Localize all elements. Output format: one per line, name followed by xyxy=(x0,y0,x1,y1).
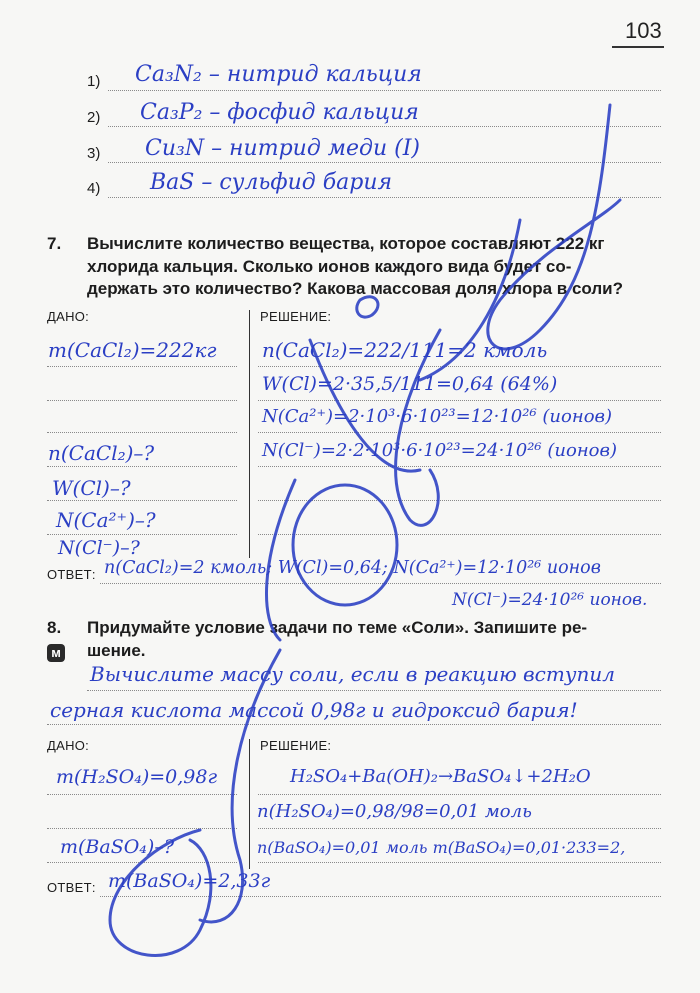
task-8-solution-label: РЕШЕНИЕ: xyxy=(260,738,332,753)
task-8-line-2: шение. xyxy=(87,640,146,660)
task-8-given-label: ДАНО: xyxy=(47,738,90,753)
overlay-stroke xyxy=(488,105,620,349)
overlay-stroke xyxy=(310,340,420,471)
overlay-loop xyxy=(110,830,211,955)
task-7-solution-3: N(Ca²⁺)=2·10³·6·10²³=12·10²⁶ (ионов) xyxy=(262,406,613,427)
task-7-given-2: n(CaCl₂)–? xyxy=(48,441,155,465)
list-answer-2: Ca₃P₂ – фосфид кальция xyxy=(140,100,419,125)
task-8-given-1: m(H₂SO₄)=0,98г xyxy=(56,766,218,788)
task-7-answer-label: ОТВЕТ: xyxy=(47,567,96,582)
page-number: 103 xyxy=(625,18,662,43)
list-num-2: 2) xyxy=(87,109,101,126)
task-7-line-1: Вычислите количество вещества, которое составляют 222 кг xyxy=(87,234,605,253)
task-8-condition-1: Вычислите массу соли, если в реакцию вступил xyxy=(90,662,615,686)
task-8-condition-2: серная кислота массой 0,98г и гидроксид бария! xyxy=(50,698,578,722)
list-answer-4: BaS – сульфид бария xyxy=(150,170,393,195)
overlay-loop xyxy=(293,485,397,605)
task-7-line-2: хлорида кальция. Сколько ионов каждого вида будет со- xyxy=(87,256,572,276)
list-num-3: 3) xyxy=(87,145,101,162)
overlay-stroke xyxy=(266,480,295,640)
task-7-given-4: N(Ca²⁺)–? xyxy=(56,508,156,532)
task-7-number: 7. xyxy=(47,234,62,253)
overlay-stroke xyxy=(420,220,520,380)
task-7-answer-1: n(CaCl₂)=2 кмоль; W(Cl)=0,64; N(Ca²⁺)=12·10²⁶ ионов xyxy=(104,558,601,578)
task-7-given-3: W(Cl)–? xyxy=(52,476,131,500)
task-8-given-2: m(BaSO₄)–? xyxy=(60,836,175,858)
task-7-solution-label: РЕШЕНИЕ: xyxy=(260,309,332,324)
task-7-solution-4: N(Cl⁻)=2·2·10³·6·10²³=24·10²⁶ (ионов) xyxy=(262,440,618,461)
task-8-number: 8. xyxy=(47,618,62,637)
task-8-solution-2: n(H₂SO₄)=0,98/98=0,01 моль xyxy=(257,801,532,822)
task-7-given-label: ДАНО: xyxy=(47,309,90,324)
task-8-answer-label: ОТВЕТ: xyxy=(47,880,96,895)
task-7-solution-2: W(Cl)=2·35,5/111=0,64 (64%) xyxy=(262,373,558,395)
task-7-given-5: N(Cl⁻)–? xyxy=(58,537,140,559)
task-8-solution-1: H₂SO₄+Ba(OH)₂→BaSO₄↓+2H₂O xyxy=(290,766,591,787)
task-8-answer: m(BaSO₄)=2,33г xyxy=(108,870,271,892)
task-8-line-1: Придумайте условие задачи по теме «Соли». Запишите ре- xyxy=(87,618,588,637)
list-num-4: 4) xyxy=(87,180,101,197)
task-7-answer-2: N(Cl⁻)=24·10²⁶ ионов. xyxy=(452,590,648,610)
overlay-loop xyxy=(357,297,378,317)
overlay-stroke xyxy=(396,330,440,525)
list-answer-3: Cu₃N – нитрид меди (I) xyxy=(145,136,420,161)
task-7-given-1: m(CaCl₂)=222кг xyxy=(48,338,217,362)
m-marker-icon: м xyxy=(47,644,65,662)
list-answer-1: Ca₃N₂ – нитрид кальция xyxy=(135,62,422,87)
task-7-solution-1: n(CaCl₂)=222/111=2 кмоль xyxy=(262,338,548,362)
task-7-line-3: держать это количество? Какова массовая доля хлора в соли? xyxy=(87,279,624,298)
list-num-1: 1) xyxy=(87,73,101,90)
task-8-solution-3: n(BaSO₄)=0,01 моль m(BaSO₄)=0,01·233=2, xyxy=(257,838,626,857)
